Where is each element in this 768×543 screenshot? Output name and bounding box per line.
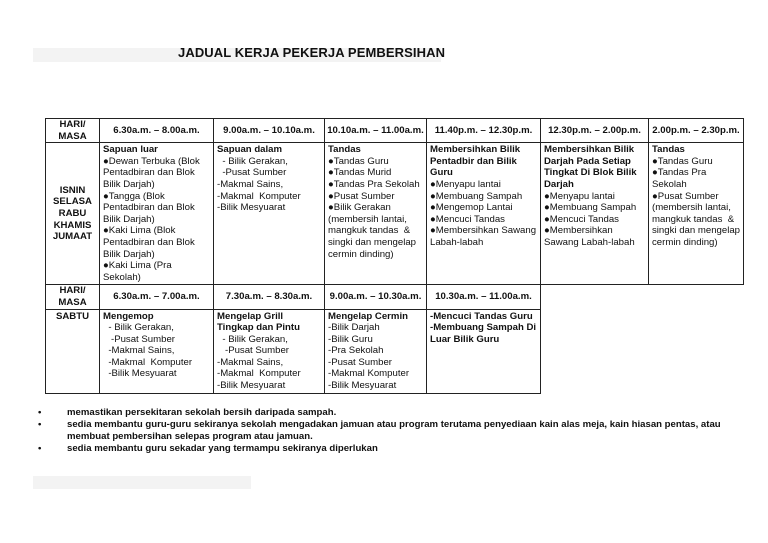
task-cell xyxy=(325,309,427,393)
task-line: ●Kaki Lima (Blok Pentadbiran dan Blok Bilik Darjah) xyxy=(103,225,198,260)
task-line: ●Bilik Gerakan (membersih lantai, mangkuk tandas & singki dan mengelap cermin dinding) xyxy=(328,202,419,260)
task-line: -Bilik Mesyuarat xyxy=(217,380,286,392)
note-item xyxy=(38,443,738,455)
task-line: -Bilik Mesyuarat xyxy=(103,368,177,380)
task-line: -Pusat Sumber xyxy=(217,345,289,357)
task-line: -Pusat Sumber xyxy=(328,356,392,368)
note-text: sedia membantu guru sekadar yang termampu sekiranya diperlukan xyxy=(67,443,378,454)
empty-cell xyxy=(649,285,744,309)
task-cell xyxy=(100,309,214,393)
time-header-cell: 10.30a.m. – 11.00a.m. xyxy=(427,285,541,309)
task-cell xyxy=(325,143,427,285)
task-line: ●Mengemop Lantai xyxy=(430,202,513,214)
task-line: ●Tangga (Blok Pentadbiran dan Blok Bilik Darjah) xyxy=(103,190,198,225)
task-line: -Bilik Guru xyxy=(328,333,373,345)
task-line: ●Membersihkan Sawang Labah-labah xyxy=(544,225,635,248)
task-heading: -Membuang Sampah Di Luar Bilik Guru xyxy=(430,322,537,345)
saturday-header-row xyxy=(46,285,744,309)
time-header-cell: 7.30a.m. – 8.30a.m. xyxy=(214,285,325,309)
time-header-cell: 2.00p.m. – 2.30p.m. xyxy=(649,119,744,143)
footer-band xyxy=(33,476,251,489)
task-heading: Membersihkan Bilik Pentadbir dan Bilik Guru xyxy=(430,144,521,179)
task-line: -Makmal Sains, xyxy=(217,356,284,368)
task-line: ●Tandas Guru xyxy=(652,155,713,167)
time-header-cell: 6.30a.m. – 7.00a.m. xyxy=(100,285,214,309)
weekday-header-row xyxy=(46,119,744,143)
task-line: ●Menyapu lantai xyxy=(544,190,615,202)
task-heading: Mengemop xyxy=(103,310,154,322)
time-header-cell: 9.00a.m. – 10.30a.m. xyxy=(325,285,427,309)
empty-cell xyxy=(541,309,649,393)
task-line: -Bilik Mesyuarat xyxy=(328,380,397,392)
task-line: -Makmal Komputer xyxy=(217,368,301,380)
day-header-cell: HARI/ MASA xyxy=(46,119,100,143)
task-cell xyxy=(427,143,541,285)
task-heading: Mengelap Grill Tingkap dan Pintu xyxy=(217,310,300,334)
task-line: ●Pusat Sumber xyxy=(328,190,395,202)
task-line: ●Membersihkan Sawang Labah-labah xyxy=(430,225,539,248)
task-line: ●Mencuci Tandas xyxy=(544,213,619,225)
task-heading: Tandas xyxy=(328,144,361,156)
task-line: - Bilik Gerakan, xyxy=(103,322,174,334)
saturday-day-cell: SABTU xyxy=(46,309,100,393)
task-cell xyxy=(427,309,541,393)
note-text: sedia membantu guru-guru sekiranya sekolah mengadakan jamuan atau program terutama penyediaan kain alas meja, kain hiasan pentas, atau membuat pembersihan selepas program atau jamuan. xyxy=(67,419,721,442)
task-cell xyxy=(649,143,744,285)
time-header-cell: 10.10a.m. – 11.00a.m. xyxy=(325,119,427,143)
task-line: ●Membuang Sampah xyxy=(430,190,523,202)
task-cell xyxy=(214,143,325,285)
task-line: ●Dewan Terbuka (Blok Pentadbiran dan Blok Bilik Darjah) xyxy=(103,155,203,190)
task-line: ●Tandas Murid xyxy=(328,167,392,179)
schedule-table xyxy=(45,118,744,394)
task-cell xyxy=(100,143,214,285)
task-line: -Bilik Darjah xyxy=(328,322,380,334)
time-header-cell: 6.30a.m. – 8.00a.m. xyxy=(100,119,214,143)
task-line: ●Tandas Pra Sekolah xyxy=(652,167,709,190)
task-line: -Pusat Sumber xyxy=(217,167,287,179)
task-cell xyxy=(214,309,325,393)
task-heading: Sapuan luar xyxy=(103,144,158,156)
task-line: - Bilik Gerakan, xyxy=(217,155,288,167)
task-line: ●Tandas Pra Sekolah xyxy=(328,178,420,190)
weekday-task-row xyxy=(46,143,744,285)
page-title: JADUAL KERJA PEKERJA PEMBERSIHAN xyxy=(178,45,446,60)
task-line: -Pusat Sumber xyxy=(103,333,175,345)
saturday-task-row xyxy=(46,309,744,393)
bullet-icon: • xyxy=(38,419,42,430)
task-heading: Tandas xyxy=(652,144,685,156)
task-heading: Membersihkan Bilik Darjah Pada Setiap Tingkat Di Blok Bilik Darjah xyxy=(544,144,637,190)
task-line: ●Menyapu lantai xyxy=(430,178,501,190)
task-line: -Makmal Komputer xyxy=(217,190,301,202)
empty-cell xyxy=(649,309,744,393)
time-header-cell: 9.00a.m. – 10.10a.m. xyxy=(214,119,325,143)
task-line: -Makmal Komputer xyxy=(103,356,193,368)
task-line: ●Kaki Lima (Pra Sekolah) xyxy=(103,260,175,283)
note-text: memastikan persekitaran sekolah bersih daripada sampah. xyxy=(67,407,337,418)
bullet-icon: • xyxy=(38,407,42,418)
note-item xyxy=(38,407,738,419)
task-line: ●Mencuci Tandas xyxy=(430,213,505,225)
task-line: ●Pusat Sumber (membersih lantai, mangkuk tandas & singki dan mengelap cermin dinding) xyxy=(652,190,743,248)
task-line: -Makmal Sains, xyxy=(217,178,284,190)
task-line: -Makmal Sains, xyxy=(103,345,175,357)
notes-list xyxy=(38,407,738,455)
weekday-days-cell: ISNIN SELASA RABU KHAMIS JUMAAT xyxy=(46,143,100,285)
task-line: - Bilik Gerakan, xyxy=(217,333,288,345)
task-line: -Bilik Mesyuarat xyxy=(217,202,286,214)
empty-cell xyxy=(541,285,649,309)
task-cell xyxy=(541,143,649,285)
time-header-cell: 11.40p.m. – 12.30p.m. xyxy=(427,119,541,143)
task-line: ●Membuang Sampah xyxy=(544,202,637,214)
task-heading: Sapuan dalam xyxy=(217,144,283,156)
note-item xyxy=(38,419,738,443)
task-heading: Mengelap Cermin xyxy=(328,310,408,322)
task-line: ●Tandas Guru xyxy=(328,155,389,167)
task-line: -Makmal Komputer xyxy=(328,368,410,380)
task-line: -Pra Sekolah xyxy=(328,345,384,357)
bullet-icon: • xyxy=(38,443,42,454)
time-header-cell: 12.30p.m. – 2.00p.m. xyxy=(541,119,649,143)
task-heading: -Mencuci Tandas Guru xyxy=(430,310,533,322)
day-header-cell: HARI/ MASA xyxy=(46,285,100,309)
